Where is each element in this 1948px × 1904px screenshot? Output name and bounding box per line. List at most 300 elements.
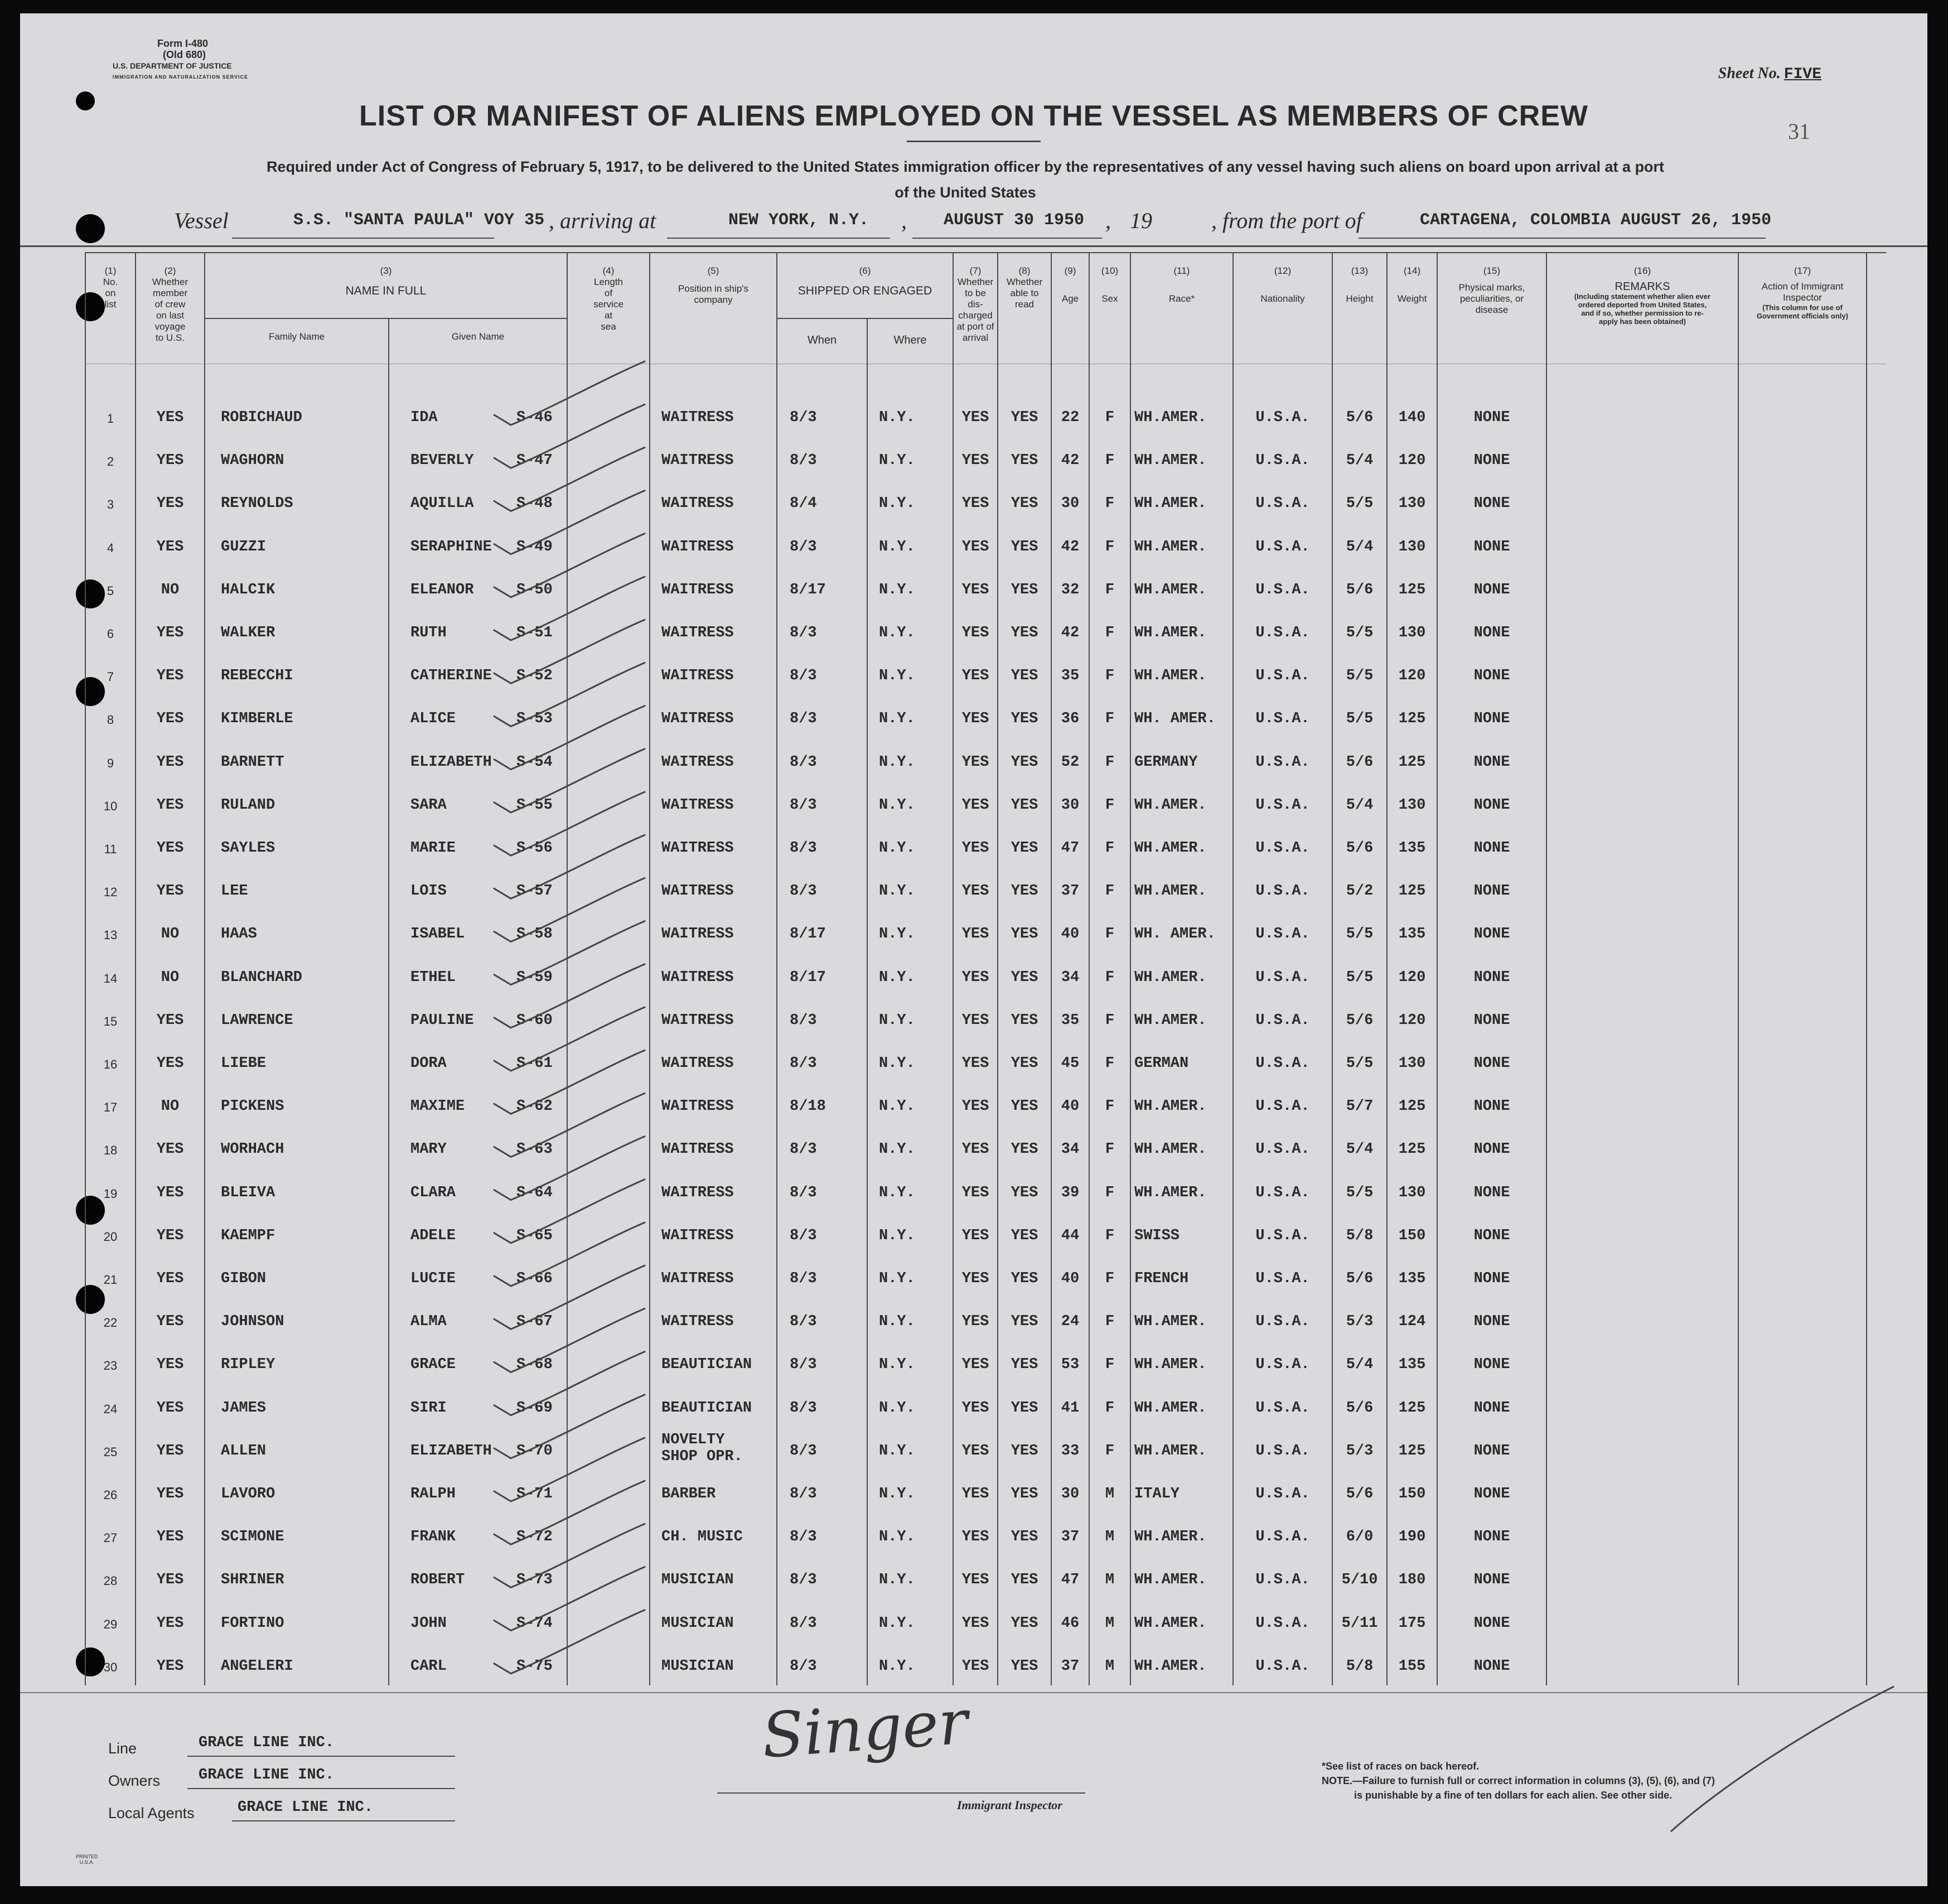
nationality: U.S.A. bbox=[1255, 1055, 1310, 1072]
sex: F bbox=[1105, 1141, 1115, 1158]
row-number: 8 bbox=[107, 713, 114, 727]
shipped-when: 8/3 bbox=[790, 1184, 817, 1201]
shipped-when: 8/3 bbox=[790, 1270, 817, 1287]
shipped-when: 8/3 bbox=[790, 1442, 817, 1460]
owners-label: Owners bbox=[108, 1772, 161, 1789]
sex: M bbox=[1105, 1572, 1115, 1589]
discharged: YES bbox=[961, 1055, 989, 1072]
sex: F bbox=[1105, 926, 1115, 943]
physical-marks: NONE bbox=[1473, 1055, 1510, 1072]
row-number: 30 bbox=[103, 1660, 118, 1674]
family-name: ROBICHAUD bbox=[221, 409, 302, 426]
able-to-read: YES bbox=[1011, 409, 1038, 426]
able-to-read: YES bbox=[1011, 538, 1038, 555]
able-to-read: YES bbox=[1011, 840, 1038, 857]
nationality: U.S.A. bbox=[1255, 625, 1310, 641]
height: 5/6 bbox=[1346, 409, 1374, 426]
shipped-where: N.Y. bbox=[879, 1572, 915, 1589]
family-name: JAMES bbox=[221, 1399, 267, 1417]
row-number: 13 bbox=[103, 928, 118, 943]
height: 5/5 bbox=[1346, 1055, 1374, 1072]
shipped-when: 8/3 bbox=[790, 1399, 817, 1417]
weight: 135 bbox=[1398, 1356, 1426, 1374]
service-length: S-48 bbox=[516, 495, 553, 513]
nationality: U.S.A. bbox=[1255, 452, 1310, 470]
height: 5/4 bbox=[1346, 452, 1374, 470]
weight: 135 bbox=[1398, 926, 1426, 943]
position: MUSICIAN bbox=[661, 1657, 734, 1675]
arrival-port: NEW YORK, N.Y. bbox=[728, 211, 869, 230]
age: 30 bbox=[1061, 495, 1080, 513]
race: WH.AMER. bbox=[1134, 1356, 1207, 1374]
service-length: S-60 bbox=[516, 1012, 553, 1029]
able-to-read: YES bbox=[1011, 753, 1038, 771]
member-last-voyage: YES bbox=[156, 1012, 184, 1029]
shipped-where: N.Y. bbox=[879, 625, 915, 641]
weight: 125 bbox=[1398, 1442, 1426, 1460]
service-length: S-67 bbox=[516, 1313, 553, 1331]
given-name: LOIS bbox=[410, 883, 447, 900]
age: 44 bbox=[1061, 1227, 1080, 1244]
service-length: S-53 bbox=[516, 711, 553, 728]
shipped-where: N.Y. bbox=[879, 711, 915, 728]
nationality: U.S.A. bbox=[1255, 796, 1310, 814]
able-to-read: YES bbox=[1011, 1442, 1038, 1460]
race: WH.AMER. bbox=[1134, 1141, 1207, 1158]
row-number: 12 bbox=[103, 885, 118, 900]
position-line2: SHOP OPR. bbox=[661, 1448, 743, 1465]
physical-marks: NONE bbox=[1473, 1529, 1510, 1546]
nationality: U.S.A. bbox=[1255, 1572, 1310, 1589]
discharged: YES bbox=[961, 711, 989, 728]
col-header-age: (9) Age bbox=[1061, 265, 1079, 304]
physical-marks: NONE bbox=[1473, 1486, 1510, 1502]
nationality: U.S.A. bbox=[1255, 1012, 1310, 1029]
service-length: S-75 bbox=[516, 1657, 553, 1675]
col-header-family-name: Family Name bbox=[268, 331, 325, 342]
position: WAITRESS bbox=[661, 1313, 734, 1331]
discharged: YES bbox=[961, 1572, 989, 1589]
able-to-read: YES bbox=[1011, 1356, 1038, 1374]
sex: F bbox=[1105, 1270, 1115, 1287]
discharged: YES bbox=[961, 452, 989, 470]
height: 5/8 bbox=[1346, 1657, 1374, 1675]
family-name: REYNOLDS bbox=[221, 495, 293, 513]
given-name: IDA bbox=[410, 409, 438, 426]
service-length: S-64 bbox=[516, 1184, 553, 1201]
position: WAITRESS bbox=[661, 1227, 734, 1244]
service-length: S-58 bbox=[516, 926, 553, 943]
shipped-where: N.Y. bbox=[879, 1098, 915, 1115]
race: WH.AMER. bbox=[1134, 883, 1207, 900]
separator: , bbox=[1105, 208, 1111, 233]
service-length: S-73 bbox=[516, 1572, 553, 1589]
position: BEAUTICIAN bbox=[661, 1399, 752, 1417]
family-name: LIEBE bbox=[221, 1055, 267, 1072]
height: 5/11 bbox=[1341, 1615, 1378, 1632]
sex: F bbox=[1105, 1399, 1115, 1417]
col-header-no: (1) No. on list bbox=[103, 265, 118, 310]
discharged: YES bbox=[961, 1141, 989, 1158]
height: 5/6 bbox=[1346, 1486, 1374, 1502]
race: WH.AMER. bbox=[1134, 625, 1207, 641]
shipped-when: 8/3 bbox=[790, 409, 817, 426]
height: 6/0 bbox=[1346, 1529, 1374, 1546]
row-number: 21 bbox=[103, 1273, 118, 1287]
physical-marks: NONE bbox=[1473, 1227, 1510, 1244]
family-name: ANGELERI bbox=[221, 1657, 293, 1675]
able-to-read: YES bbox=[1011, 668, 1038, 685]
height: 5/5 bbox=[1346, 1184, 1374, 1201]
row-number: 28 bbox=[103, 1574, 118, 1588]
family-name: SCIMONE bbox=[221, 1529, 284, 1546]
nationality: U.S.A. bbox=[1255, 753, 1310, 771]
physical-marks: NONE bbox=[1473, 969, 1510, 986]
sex: F bbox=[1105, 840, 1115, 857]
race: ITALY bbox=[1134, 1486, 1180, 1502]
position: WAITRESS bbox=[661, 452, 734, 470]
position: WAITRESS bbox=[661, 668, 734, 685]
given-name: CLARA bbox=[410, 1184, 456, 1201]
discharged: YES bbox=[961, 1012, 989, 1029]
family-name: BLANCHARD bbox=[221, 969, 302, 986]
service-length: S-55 bbox=[516, 796, 553, 814]
height: 5/6 bbox=[1346, 840, 1374, 857]
page-number: 31 bbox=[1788, 119, 1810, 144]
shipped-when: 8/3 bbox=[790, 538, 817, 555]
given-name: ROBERT bbox=[410, 1572, 465, 1589]
sex: F bbox=[1105, 883, 1115, 900]
shipped-where: N.Y. bbox=[879, 1356, 915, 1374]
age: 37 bbox=[1061, 883, 1080, 900]
shipped-where: N.Y. bbox=[879, 1657, 915, 1675]
col-header-given-name: Given Name bbox=[451, 331, 505, 342]
inspector-signature: Singer bbox=[759, 1686, 970, 1772]
discharged: YES bbox=[961, 840, 989, 857]
weight: 125 bbox=[1398, 883, 1426, 900]
row-number: 18 bbox=[103, 1143, 118, 1158]
shipped-where: N.Y. bbox=[879, 1615, 915, 1632]
manifest-page bbox=[20, 13, 1927, 1886]
physical-marks: NONE bbox=[1473, 538, 1510, 555]
member-last-voyage: YES bbox=[156, 1141, 184, 1158]
sex: F bbox=[1105, 969, 1115, 986]
member-last-voyage: YES bbox=[156, 452, 184, 470]
family-name: SHRINER bbox=[221, 1572, 284, 1589]
local-agents-label: Local Agents bbox=[108, 1805, 195, 1821]
family-name: BLEIVA bbox=[221, 1184, 275, 1201]
discharged: YES bbox=[961, 1313, 989, 1331]
shipped-where: N.Y. bbox=[879, 840, 915, 857]
arriving-label: , arriving at bbox=[549, 208, 656, 233]
given-name: LUCIE bbox=[410, 1270, 456, 1287]
arrival-date: AUGUST 30 1950 bbox=[944, 211, 1085, 230]
row-number: 25 bbox=[103, 1444, 118, 1459]
position: WAITRESS bbox=[661, 753, 734, 771]
race: WH.AMER. bbox=[1134, 1098, 1207, 1115]
discharged: YES bbox=[961, 1657, 989, 1675]
age: 32 bbox=[1061, 581, 1080, 598]
sex: F bbox=[1105, 1184, 1115, 1201]
shipped-when: 8/3 bbox=[790, 625, 817, 641]
height: 5/10 bbox=[1341, 1572, 1378, 1589]
able-to-read: YES bbox=[1011, 796, 1038, 814]
nationality: U.S.A. bbox=[1255, 581, 1310, 598]
nationality: U.S.A. bbox=[1255, 1529, 1310, 1546]
weight: 120 bbox=[1398, 668, 1426, 685]
weight: 150 bbox=[1398, 1227, 1426, 1244]
position: WAITRESS bbox=[661, 1141, 734, 1158]
member-last-voyage: YES bbox=[156, 1657, 184, 1675]
given-name: PAULINE bbox=[410, 1012, 474, 1029]
discharged: YES bbox=[961, 1270, 989, 1287]
shipped-when: 8/3 bbox=[790, 1227, 817, 1244]
height: 5/4 bbox=[1346, 796, 1374, 814]
able-to-read: YES bbox=[1011, 883, 1038, 900]
physical-marks: NONE bbox=[1473, 1184, 1510, 1201]
discharged: YES bbox=[961, 495, 989, 513]
family-name: JOHNSON bbox=[221, 1313, 284, 1331]
given-name: AQUILLA bbox=[410, 495, 474, 513]
able-to-read: YES bbox=[1011, 1098, 1038, 1115]
weight: 130 bbox=[1398, 495, 1426, 513]
race: FRENCH bbox=[1134, 1270, 1189, 1287]
sex: F bbox=[1105, 1227, 1115, 1244]
shipped-where: N.Y. bbox=[879, 581, 915, 598]
discharged: YES bbox=[961, 753, 989, 771]
member-last-voyage: YES bbox=[156, 1529, 184, 1546]
height: 5/6 bbox=[1346, 581, 1374, 598]
member-last-voyage: YES bbox=[156, 409, 184, 426]
physical-marks: NONE bbox=[1473, 668, 1510, 685]
physical-marks: NONE bbox=[1473, 1313, 1510, 1331]
row-number: 19 bbox=[103, 1186, 118, 1201]
sex: F bbox=[1105, 581, 1115, 598]
service-length: S-70 bbox=[516, 1442, 553, 1460]
member-last-voyage: YES bbox=[156, 1615, 184, 1632]
physical-marks: NONE bbox=[1473, 625, 1510, 641]
race: WH.AMER. bbox=[1134, 1529, 1207, 1546]
family-name: FORTINO bbox=[221, 1615, 284, 1632]
height: 5/5 bbox=[1346, 711, 1374, 728]
service-length: S-59 bbox=[516, 969, 553, 986]
given-name: MAXIME bbox=[410, 1098, 465, 1115]
member-last-voyage: YES bbox=[156, 1399, 184, 1417]
position: WAITRESS bbox=[661, 969, 734, 986]
member-last-voyage: YES bbox=[156, 711, 184, 728]
shipped-where: N.Y. bbox=[879, 969, 915, 986]
discharged: YES bbox=[961, 969, 989, 986]
shipped-where: N.Y. bbox=[879, 1227, 915, 1244]
discharged: YES bbox=[961, 883, 989, 900]
discharged: YES bbox=[961, 581, 989, 598]
nationality: U.S.A. bbox=[1255, 1486, 1310, 1502]
family-name: LEE bbox=[221, 883, 248, 900]
from-port-label: , from the port of bbox=[1211, 208, 1362, 233]
service-length: S-49 bbox=[516, 538, 553, 555]
member-last-voyage: YES bbox=[156, 1184, 184, 1201]
sex: F bbox=[1105, 1442, 1115, 1460]
member-last-voyage: NO bbox=[161, 581, 180, 598]
age: 42 bbox=[1061, 625, 1080, 641]
race: WH.AMER. bbox=[1134, 581, 1207, 598]
age: 37 bbox=[1061, 1657, 1080, 1675]
nationality: U.S.A. bbox=[1255, 1657, 1310, 1675]
height: 5/5 bbox=[1346, 495, 1374, 513]
given-name: SIRI bbox=[410, 1399, 447, 1417]
given-name: ETHEL bbox=[410, 969, 456, 986]
given-name: MARIE bbox=[410, 840, 456, 857]
row-number: 24 bbox=[103, 1402, 118, 1416]
shipped-when: 8/4 bbox=[790, 495, 817, 513]
weight: 125 bbox=[1398, 1141, 1426, 1158]
position: WAITRESS bbox=[661, 1012, 734, 1029]
discharged: YES bbox=[961, 625, 989, 641]
row-number: 17 bbox=[103, 1100, 118, 1115]
footnote: *See list of races on back hereof. NOTE.—Failure to furnish full or correct information in columns (3), (5), (6), and (7) is punishable by a fine of ten dollars for each alien. See other side. bbox=[1322, 1761, 1715, 1801]
given-name: CATHERINE bbox=[410, 668, 492, 685]
service-length: S-54 bbox=[516, 753, 553, 771]
nationality: U.S.A. bbox=[1255, 1098, 1310, 1115]
physical-marks: NONE bbox=[1473, 840, 1510, 857]
member-last-voyage: YES bbox=[156, 1442, 184, 1460]
age: 40 bbox=[1061, 1098, 1080, 1115]
age: 39 bbox=[1061, 1184, 1080, 1201]
vessel-name: S.S. "SANTA PAULA" VOY 35 bbox=[293, 211, 545, 230]
age: 53 bbox=[1061, 1356, 1080, 1374]
able-to-read: YES bbox=[1011, 1529, 1038, 1546]
shipped-where: N.Y. bbox=[879, 1141, 915, 1158]
row-number: 7 bbox=[107, 670, 114, 684]
discharged: YES bbox=[961, 1529, 989, 1546]
age: 37 bbox=[1061, 1529, 1080, 1546]
local-agents-value: GRACE LINE INC. bbox=[238, 1799, 374, 1816]
sex: F bbox=[1105, 1313, 1115, 1331]
nationality: U.S.A. bbox=[1255, 668, 1310, 685]
nationality: U.S.A. bbox=[1255, 1270, 1310, 1287]
shipped-where: N.Y. bbox=[879, 1399, 915, 1417]
nationality: U.S.A. bbox=[1255, 926, 1310, 943]
col-header-discharged: (7) Whether to be dis- charged at port of arrival bbox=[956, 265, 994, 343]
race: WH.AMER. bbox=[1134, 1012, 1207, 1029]
age: 52 bbox=[1061, 753, 1080, 771]
physical-marks: NONE bbox=[1473, 452, 1510, 470]
shipped-when: 8/3 bbox=[790, 1615, 817, 1632]
age: 30 bbox=[1061, 796, 1080, 814]
row-number: 16 bbox=[103, 1057, 118, 1071]
service-length: S-62 bbox=[516, 1098, 553, 1115]
col-header-nationality: (12) Nationality bbox=[1260, 265, 1305, 304]
able-to-read: YES bbox=[1011, 1055, 1038, 1072]
service-length: S-50 bbox=[516, 581, 553, 598]
weight: 155 bbox=[1398, 1657, 1426, 1675]
sex: F bbox=[1105, 1356, 1115, 1374]
height: 5/6 bbox=[1346, 1399, 1374, 1417]
shipped-when: 8/3 bbox=[790, 1055, 817, 1072]
shipped-where: N.Y. bbox=[879, 796, 915, 814]
age: 47 bbox=[1061, 1572, 1080, 1589]
nationality: U.S.A. bbox=[1255, 409, 1310, 426]
nationality: U.S.A. bbox=[1255, 1184, 1310, 1201]
sex: M bbox=[1105, 1486, 1115, 1502]
physical-marks: NONE bbox=[1473, 1141, 1510, 1158]
shipped-when: 8/3 bbox=[790, 753, 817, 771]
weight: 120 bbox=[1398, 452, 1426, 470]
age: 40 bbox=[1061, 1270, 1080, 1287]
line-label: Line bbox=[108, 1740, 137, 1757]
physical-marks: NONE bbox=[1473, 581, 1510, 598]
race: WH.AMER. bbox=[1134, 1572, 1207, 1589]
race: WH.AMER. bbox=[1134, 1657, 1207, 1675]
weight: 190 bbox=[1398, 1529, 1426, 1546]
vessel-label: Vessel bbox=[174, 208, 229, 233]
given-name: DORA bbox=[410, 1055, 447, 1072]
shipped-when: 8/17 bbox=[790, 969, 826, 986]
member-last-voyage: NO bbox=[161, 969, 180, 986]
family-name: PICKENS bbox=[221, 1098, 284, 1115]
shipped-where: N.Y. bbox=[879, 753, 915, 771]
physical-marks: NONE bbox=[1473, 883, 1510, 900]
service-length: S-52 bbox=[516, 668, 553, 685]
service-length: S-46 bbox=[516, 409, 553, 426]
physical-marks: NONE bbox=[1473, 1442, 1510, 1460]
physical-marks: NONE bbox=[1473, 1270, 1510, 1287]
able-to-read: YES bbox=[1011, 1572, 1038, 1589]
given-name: ALMA bbox=[410, 1313, 447, 1331]
row-number: 1 bbox=[107, 412, 114, 426]
discharged: YES bbox=[961, 668, 989, 685]
service-length: S-69 bbox=[516, 1399, 553, 1417]
weight: 125 bbox=[1398, 1098, 1426, 1115]
physical-marks: NONE bbox=[1473, 409, 1510, 426]
service-length: S-47 bbox=[516, 452, 553, 470]
given-name: RALPH bbox=[410, 1486, 456, 1502]
family-name: WALKER bbox=[221, 625, 275, 641]
service-length: S-68 bbox=[516, 1356, 553, 1374]
race: WH.AMER. bbox=[1134, 796, 1207, 814]
nationality: U.S.A. bbox=[1255, 1356, 1310, 1374]
position: WAITRESS bbox=[661, 1270, 734, 1287]
position: WAITRESS bbox=[661, 625, 734, 641]
given-name: SARA bbox=[410, 796, 447, 814]
nationality: U.S.A. bbox=[1255, 1313, 1310, 1331]
shipped-where: N.Y. bbox=[879, 452, 915, 470]
member-last-voyage: YES bbox=[156, 668, 184, 685]
given-name: BEVERLY bbox=[410, 452, 474, 470]
position: WAITRESS bbox=[661, 1184, 734, 1201]
row-number: 6 bbox=[107, 627, 114, 641]
member-last-voyage: YES bbox=[156, 840, 184, 857]
family-name: WAGHORN bbox=[221, 452, 284, 470]
nationality: U.S.A. bbox=[1255, 495, 1310, 513]
physical-marks: NONE bbox=[1473, 1572, 1510, 1589]
family-name: WORHACH bbox=[221, 1141, 284, 1158]
age: 42 bbox=[1061, 452, 1080, 470]
row-number: 20 bbox=[103, 1229, 118, 1244]
height: 5/6 bbox=[1346, 753, 1374, 771]
given-name: MARY bbox=[410, 1141, 447, 1158]
member-last-voyage: YES bbox=[156, 1055, 184, 1072]
height: 5/2 bbox=[1346, 883, 1374, 900]
height: 5/7 bbox=[1346, 1098, 1374, 1115]
race: WH. AMER. bbox=[1134, 711, 1216, 728]
sex: F bbox=[1105, 796, 1115, 814]
separator: , bbox=[901, 208, 907, 233]
row-number: 3 bbox=[107, 497, 114, 512]
position: WAITRESS bbox=[661, 711, 734, 728]
position: BARBER bbox=[661, 1486, 716, 1502]
row-number: 9 bbox=[107, 756, 114, 770]
